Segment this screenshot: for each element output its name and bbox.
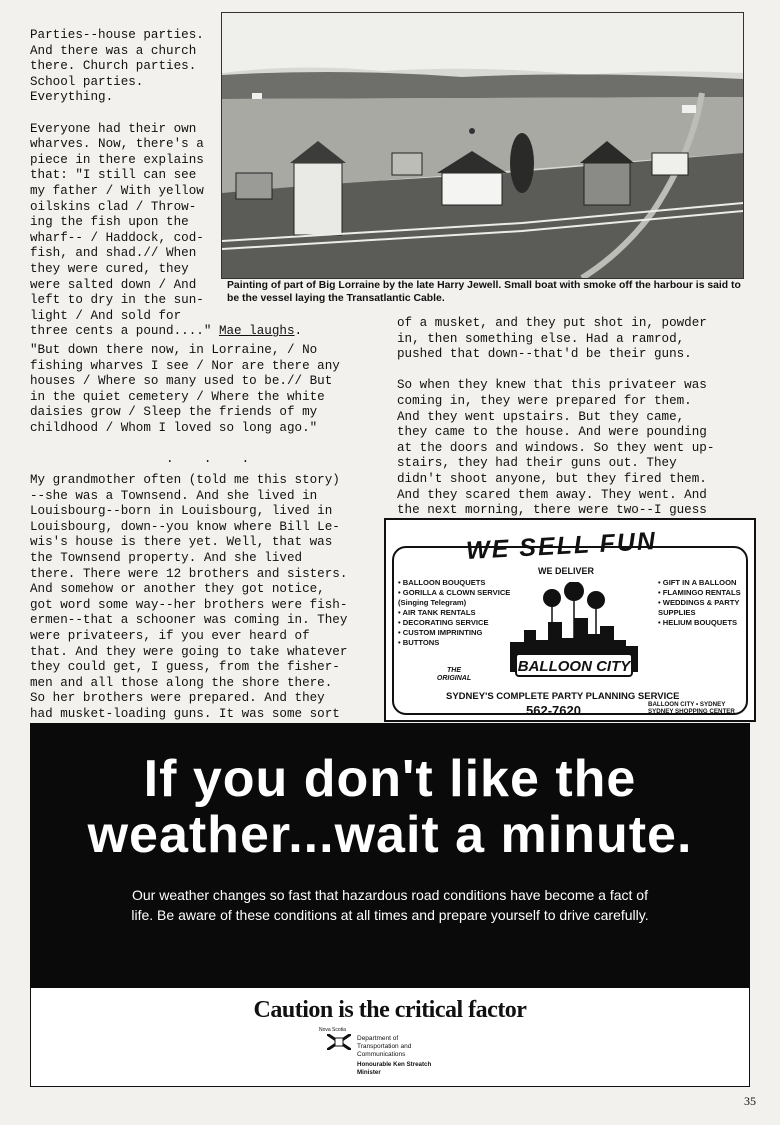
article-text: .: [294, 324, 303, 339]
ad-service-line: SYDNEY'S COMPLETE PARTY PLANNING SERVICE: [446, 691, 680, 702]
ad-services-left: [398, 578, 518, 648]
department-name: Department of Transportation and Communications: [357, 1035, 412, 1058]
ad-service-item: • WEDDINGS & PARTY SUPPLIES: [658, 598, 748, 618]
ad-original-label: THE ORIGINAL: [436, 667, 472, 682]
article-underlined-text: Mae laughs: [218, 324, 295, 339]
ad-service-item: • GORILLA & CLOWN SERVICE (Singing Telegram): [398, 588, 518, 608]
balloon-city-logo: [502, 582, 646, 688]
ad-services-right: [658, 578, 748, 628]
article-right-top: of a musket, and they put shot in, powder in, then something else. Had a ramrod, pushed that down--that'd be their guns. So when they knew that this privateer was coming in, they were prepared for them. And they went upstairs. But they came, they came to the house. And were pounding at the doors and windows. So they went up- stairs, they had their guns out. They didn't shoot anyone, but they fired them. And they scared them away. They went. And the next morning, there were two--I guess: [397, 316, 715, 518]
weather-ad: [30, 723, 750, 988]
article-text: Parties--house parties. And there was a church there. Church parties. School parties. Everything. Everyone had their own wharves. Now, there's a piece in there explains that: "I still can see my father / With yellow oilskins clad / Throw- ing the fish upon the wharf-- / Haddock, cod- fish, and shad.// When they were cured, they were salted down / And left to dry in the sun- light / And sold for: [30, 28, 204, 323]
ad-service-item: • BUTTONS: [398, 638, 518, 648]
ad-service-item: • DECORATING SERVICE: [398, 618, 518, 628]
ad-service-item: • FLAMINGO RENTALS: [658, 588, 748, 598]
weather-headline: If you don't like the weather...wait a minute.: [87, 750, 693, 864]
ad-location: BALLOON CITY • SYDNEY SYDNEY SHOPPING CENTER: [648, 701, 735, 715]
ad-logo-text: BALLOON CITY: [517, 658, 631, 675]
article-text: three cents a pound....": [30, 324, 219, 339]
weather-body: Our weather changes so fast that hazardous road conditions have become a fact of life. Be aware of these conditions at all times and prepare yourself to drive carefully.: [131, 887, 649, 923]
ad-service-item: • AIR TANK RENTALS: [398, 608, 518, 618]
ad-service-item: • CUSTOM IMPRINTING: [398, 628, 518, 638]
province-label: Nova Scotia: [319, 1027, 346, 1033]
caution-title: Caution is the critical factor: [253, 997, 527, 1023]
ad-service-item: • HELIUM BOUQUETS: [658, 618, 748, 628]
ad-service-item: • BALLOON BOUQUETS: [398, 578, 518, 588]
article-left-mid: "But down there now, in Lorraine, / No fishing wharves I see / Nor are there any houses / Where so many used to be.// But in the quiet cemetery / Where the white daisies grow / Sleep the friends of my childhood / Whom I loved so long ago." . . .: [30, 343, 340, 467]
article-left-bottom: My grandmother often (told me this story) --she was a Townsend. And she lived in Louisbourg--born in Louisbourg, lived in Louisbourg, down--you know where Bill Le- wis's house is there yet. Well, that was the Townsend property. And she lived there. There were 12 brothers and sisters. And somehow or another they got notice, got word some way--her brothers were fish- ermen--that a schooner was coming in. They were privateers, if you ever heard of that. And they were going to take whatever they could get, I guess, from the fisher- men and all those along the shore there. So her brothers were prepared. And they had musket-loading guns. It was some sort: [30, 473, 348, 721]
ad-headline: WE SELL FUN: [465, 527, 658, 565]
balloon-city-ad: [384, 518, 756, 722]
caution-panel: [30, 988, 750, 1087]
page-number: 35: [744, 1094, 756, 1108]
nova-scotia-flag-icon: [327, 1034, 351, 1050]
minister-name: Honourable Ken Streatch Minister: [357, 1061, 432, 1076]
painting-caption: Painting of part of Big Lorraine by the late Harry Jewell. Small boat with smoke off the harbour is said to be the vessel laying the Transatlantic Cable.: [227, 280, 741, 304]
ad-service-item: • GIFT IN A BALLOON: [658, 578, 748, 588]
ad-deliver-label: WE DELIVER: [538, 566, 595, 576]
ad-phone-number: 562-7620: [526, 703, 581, 718]
harbour-painting: [221, 12, 744, 279]
